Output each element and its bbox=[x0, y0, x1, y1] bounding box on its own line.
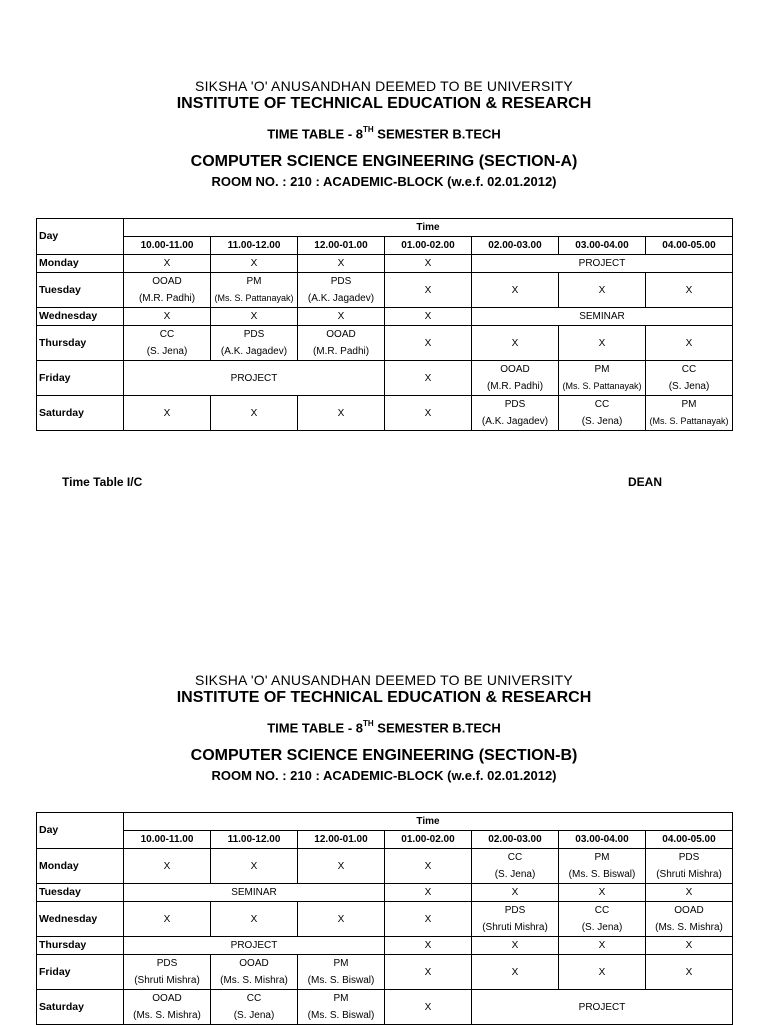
subject-code: X bbox=[598, 966, 606, 978]
subject-code: X bbox=[163, 860, 171, 872]
subject-code: X bbox=[424, 887, 432, 898]
class-cell bbox=[472, 902, 559, 937]
class-cell bbox=[646, 902, 733, 937]
faculty-name: (S. Jena) bbox=[494, 869, 536, 880]
institute-name-b: INSTITUTE OF TECHNICAL EDUCATION & RESEARCH bbox=[176, 689, 592, 706]
signature-timetable-ic: Time Table I/C bbox=[62, 475, 143, 489]
slot-header: 03.00-04.00 bbox=[559, 237, 646, 255]
faculty-name: (Ms. S. Mishra) bbox=[220, 975, 288, 986]
day-cell: Monday bbox=[37, 255, 124, 273]
day-cell: Wednesday bbox=[37, 308, 124, 326]
slot-header: 10.00-11.00 bbox=[124, 831, 211, 849]
class-cell bbox=[211, 849, 298, 884]
class-cell bbox=[559, 937, 646, 955]
subject-code: X bbox=[424, 913, 432, 925]
faculty-name: (S. Jena) bbox=[581, 416, 623, 427]
subject-code: X bbox=[424, 860, 432, 872]
subject-code: X bbox=[685, 966, 693, 978]
slot-header: 01.00-02.00 bbox=[385, 831, 472, 849]
faculty-name: (S. Jena) bbox=[581, 922, 623, 933]
table-row bbox=[37, 849, 733, 884]
class-cell bbox=[472, 308, 733, 326]
subject-code: CC bbox=[594, 905, 610, 916]
faculty-name: (Ms. S. Biswal) bbox=[307, 975, 375, 986]
class-cell bbox=[298, 955, 385, 990]
subject-code: X bbox=[337, 311, 345, 322]
class-cell bbox=[559, 361, 646, 396]
faculty-name: (Ms. S. Biswal) bbox=[307, 1010, 375, 1021]
section-title-b: COMPUTER SCIENCE ENGINEERING (SECTION-B) bbox=[190, 747, 578, 764]
class-cell bbox=[298, 273, 385, 308]
subject-code: CC bbox=[246, 993, 262, 1004]
subject-code: X bbox=[163, 311, 171, 322]
subject-code: X bbox=[250, 913, 258, 925]
subject-code: OOAD bbox=[500, 364, 530, 375]
class-cell bbox=[472, 255, 733, 273]
class-cell bbox=[472, 955, 559, 990]
subject-code: X bbox=[424, 940, 432, 951]
class-cell bbox=[124, 884, 385, 902]
subject-code: X bbox=[598, 887, 606, 898]
university-name-b: SIKSHA 'O' ANUSANDHAN DEEMED TO BE UNIVERSITY bbox=[195, 672, 573, 688]
subject-code: X bbox=[424, 311, 432, 322]
class-cell bbox=[646, 326, 733, 361]
class-cell bbox=[385, 990, 472, 1025]
class-cell bbox=[385, 396, 472, 431]
faculty-name: (Ms. S. Pattanayak) bbox=[562, 381, 642, 391]
subject-code: X bbox=[163, 258, 171, 269]
subject-code: X bbox=[685, 337, 693, 349]
class-cell bbox=[124, 273, 211, 308]
day-cell: Tuesday bbox=[37, 273, 124, 308]
subject-code: OOAD bbox=[152, 993, 182, 1004]
timetable-title-b bbox=[0, 720, 768, 735]
table-row bbox=[37, 396, 733, 431]
day-cell: Thursday bbox=[37, 937, 124, 955]
subject-code: X bbox=[424, 1001, 432, 1013]
subject-code: SEMINAR bbox=[231, 887, 277, 898]
class-cell bbox=[298, 308, 385, 326]
subject-code: X bbox=[511, 337, 519, 349]
table-row bbox=[37, 955, 733, 990]
class-cell bbox=[472, 273, 559, 308]
class-cell bbox=[646, 955, 733, 990]
subject-code: X bbox=[511, 284, 519, 296]
subject-code: X bbox=[337, 258, 345, 269]
class-cell bbox=[211, 990, 298, 1025]
class-cell bbox=[472, 884, 559, 902]
slot-header: 12.00-01.00 bbox=[298, 831, 385, 849]
class-cell bbox=[646, 849, 733, 884]
time-header: Time bbox=[124, 813, 733, 831]
subject-code: X bbox=[685, 940, 693, 951]
subject-code: OOAD bbox=[239, 958, 269, 969]
subject-code: CC bbox=[159, 329, 175, 340]
slot-header: 10.00-11.00 bbox=[124, 237, 211, 255]
faculty-name: (A.K. Jagadev) bbox=[220, 346, 288, 357]
class-cell bbox=[472, 396, 559, 431]
class-cell bbox=[385, 884, 472, 902]
slot-header: 02.00-03.00 bbox=[472, 237, 559, 255]
faculty-name: (M.R. Padhi) bbox=[312, 346, 370, 357]
class-cell bbox=[385, 849, 472, 884]
class-cell bbox=[559, 273, 646, 308]
table-row bbox=[37, 902, 733, 937]
class-cell bbox=[646, 273, 733, 308]
header-row-time bbox=[37, 219, 733, 237]
table-row bbox=[37, 361, 733, 396]
class-cell bbox=[298, 902, 385, 937]
subject-code: X bbox=[337, 913, 345, 925]
class-cell bbox=[385, 326, 472, 361]
tt-prefix: TIME TABLE - 8 bbox=[267, 126, 363, 142]
faculty-name: (Ms. S. Mishra) bbox=[133, 1010, 201, 1021]
table-row bbox=[37, 884, 733, 902]
class-cell bbox=[385, 902, 472, 937]
table-row bbox=[37, 326, 733, 361]
slot-header: 11.00-12.00 bbox=[211, 237, 298, 255]
faculty-name: (Ms. S. Mishra) bbox=[655, 922, 723, 933]
faculty-name: (A.K. Jagadev) bbox=[307, 293, 375, 304]
subject-code: X bbox=[163, 913, 171, 925]
day-cell: Friday bbox=[37, 361, 124, 396]
class-cell bbox=[298, 326, 385, 361]
subject-code: X bbox=[511, 966, 519, 978]
class-cell bbox=[124, 937, 385, 955]
signature-dean: DEAN bbox=[628, 475, 663, 489]
subject-code: X bbox=[598, 940, 606, 951]
class-cell bbox=[211, 273, 298, 308]
timetable-title-a bbox=[0, 126, 768, 141]
class-cell bbox=[559, 326, 646, 361]
day-cell: Saturday bbox=[37, 396, 124, 431]
tt-suffix: SEMESTER B.TECH bbox=[373, 720, 501, 736]
class-cell bbox=[646, 884, 733, 902]
class-cell bbox=[472, 990, 733, 1025]
class-cell bbox=[559, 396, 646, 431]
class-cell bbox=[124, 361, 385, 396]
subject-code: OOAD bbox=[326, 329, 356, 340]
class-cell bbox=[472, 937, 559, 955]
subject-code: X bbox=[685, 284, 693, 296]
day-cell: Tuesday bbox=[37, 884, 124, 902]
slot-header: 01.00-02.00 bbox=[385, 237, 472, 255]
class-cell bbox=[472, 849, 559, 884]
header-row-slots bbox=[37, 831, 733, 849]
header-row-slots bbox=[37, 237, 733, 255]
class-cell bbox=[124, 902, 211, 937]
day-cell: Saturday bbox=[37, 990, 124, 1025]
subject-code: PDS bbox=[504, 399, 526, 410]
class-cell bbox=[385, 361, 472, 396]
table-row bbox=[37, 273, 733, 308]
faculty-name: (S. Jena) bbox=[233, 1010, 275, 1021]
faculty-name: (M.R. Padhi) bbox=[486, 381, 544, 392]
timetable-section-b bbox=[36, 812, 733, 1025]
subject-code: X bbox=[511, 940, 519, 951]
class-cell bbox=[559, 849, 646, 884]
faculty-name: (S. Jena) bbox=[146, 346, 188, 357]
subject-code: PM bbox=[681, 399, 697, 410]
slot-header: 04.00-05.00 bbox=[646, 237, 733, 255]
subject-code: PM bbox=[333, 993, 349, 1004]
subject-code: X bbox=[424, 337, 432, 349]
class-cell bbox=[472, 326, 559, 361]
faculty-name: (Ms. S. Pattanayak) bbox=[649, 416, 729, 426]
class-cell bbox=[385, 937, 472, 955]
class-cell bbox=[646, 396, 733, 431]
class-cell bbox=[646, 937, 733, 955]
slot-header: 02.00-03.00 bbox=[472, 831, 559, 849]
class-cell bbox=[559, 902, 646, 937]
subject-code: PDS bbox=[504, 905, 526, 916]
class-cell bbox=[211, 308, 298, 326]
class-cell bbox=[298, 255, 385, 273]
class-cell bbox=[385, 955, 472, 990]
subject-code: X bbox=[598, 284, 606, 296]
subject-code: PROJECT bbox=[578, 1001, 626, 1013]
room-info-b: ROOM NO. : 210 : ACADEMIC-BLOCK (w.e.f. 02.01.2012) bbox=[211, 768, 557, 783]
faculty-name: (S. Jena) bbox=[668, 381, 710, 392]
class-cell bbox=[298, 990, 385, 1025]
subject-code: X bbox=[424, 372, 432, 384]
class-cell bbox=[298, 396, 385, 431]
tt-prefix: TIME TABLE - 8 bbox=[267, 720, 363, 736]
subject-code: SEMINAR bbox=[579, 311, 625, 322]
class-cell bbox=[211, 955, 298, 990]
class-cell bbox=[385, 308, 472, 326]
subject-code: X bbox=[250, 860, 258, 872]
slot-header: 04.00-05.00 bbox=[646, 831, 733, 849]
header-row-time bbox=[37, 813, 733, 831]
class-cell bbox=[124, 396, 211, 431]
day-cell: Thursday bbox=[37, 326, 124, 361]
subject-code: X bbox=[685, 887, 693, 898]
class-cell bbox=[211, 902, 298, 937]
subject-code: PROJECT bbox=[230, 372, 278, 384]
subject-code: X bbox=[424, 407, 432, 419]
faculty-name: (Shruti Mishra) bbox=[134, 975, 200, 986]
subject-code: X bbox=[250, 407, 258, 419]
section-title-a: COMPUTER SCIENCE ENGINEERING (SECTION-A) bbox=[190, 153, 578, 170]
subject-code: CC bbox=[681, 364, 697, 375]
faculty-name: (Ms. S. Biswal) bbox=[568, 869, 636, 880]
class-cell bbox=[646, 361, 733, 396]
subject-code: PROJECT bbox=[578, 258, 626, 269]
table-row bbox=[37, 990, 733, 1025]
subject-code: X bbox=[250, 258, 258, 269]
room-info-a: ROOM NO. : 210 : ACADEMIC-BLOCK (w.e.f. 02.01.2012) bbox=[211, 174, 557, 189]
subject-code: PM bbox=[333, 958, 349, 969]
subject-code: X bbox=[250, 311, 258, 322]
faculty-name: (Shruti Mishra) bbox=[482, 922, 548, 933]
subject-code: X bbox=[511, 887, 519, 898]
slot-header: 11.00-12.00 bbox=[211, 831, 298, 849]
class-cell bbox=[211, 326, 298, 361]
subject-code: X bbox=[337, 860, 345, 872]
faculty-name: (Ms. S. Pattanayak) bbox=[214, 293, 294, 303]
class-cell bbox=[124, 849, 211, 884]
class-cell bbox=[124, 255, 211, 273]
day-cell: Monday bbox=[37, 849, 124, 884]
faculty-name: (A.K. Jagadev) bbox=[481, 416, 549, 427]
subject-code: PDS bbox=[156, 958, 178, 969]
class-cell bbox=[385, 255, 472, 273]
class-cell bbox=[124, 308, 211, 326]
slot-header: 12.00-01.00 bbox=[298, 237, 385, 255]
table-row bbox=[37, 308, 733, 326]
subject-code: PDS bbox=[243, 329, 265, 340]
class-cell bbox=[124, 326, 211, 361]
subject-code: PDS bbox=[330, 276, 352, 287]
faculty-name: (M.R. Padhi) bbox=[138, 293, 196, 304]
tt-superscript: TH bbox=[363, 125, 374, 134]
tt-suffix: SEMESTER B.TECH bbox=[373, 126, 501, 142]
time-header: Time bbox=[124, 219, 733, 237]
slot-header: 03.00-04.00 bbox=[559, 831, 646, 849]
subject-code: PROJECT bbox=[230, 940, 278, 951]
university-name-a: SIKSHA 'O' ANUSANDHAN DEEMED TO BE UNIVERSITY bbox=[195, 78, 573, 94]
day-header: Day bbox=[37, 219, 124, 255]
day-cell: Friday bbox=[37, 955, 124, 990]
subject-code: X bbox=[424, 284, 432, 296]
subject-code: PM bbox=[246, 276, 262, 287]
class-cell bbox=[559, 955, 646, 990]
class-cell bbox=[124, 990, 211, 1025]
subject-code: OOAD bbox=[674, 905, 704, 916]
day-header: Day bbox=[37, 813, 124, 849]
subject-code: PM bbox=[594, 364, 610, 375]
subject-code: X bbox=[424, 258, 432, 269]
institute-name-a: INSTITUTE OF TECHNICAL EDUCATION & RESEARCH bbox=[176, 95, 592, 112]
class-cell bbox=[211, 255, 298, 273]
subject-code: PM bbox=[594, 852, 610, 863]
faculty-name: (Shruti Mishra) bbox=[656, 869, 722, 880]
timetable-section-a bbox=[36, 218, 733, 431]
tt-superscript: TH bbox=[363, 719, 374, 728]
subject-code: X bbox=[598, 337, 606, 349]
day-cell: Wednesday bbox=[37, 902, 124, 937]
class-cell bbox=[385, 273, 472, 308]
class-cell bbox=[298, 849, 385, 884]
table-row bbox=[37, 255, 733, 273]
class-cell bbox=[559, 884, 646, 902]
class-cell bbox=[211, 396, 298, 431]
table-row bbox=[37, 937, 733, 955]
subject-code: OOAD bbox=[152, 276, 182, 287]
class-cell bbox=[472, 361, 559, 396]
subject-code: CC bbox=[507, 852, 523, 863]
subject-code: PDS bbox=[678, 852, 700, 863]
subject-code: X bbox=[163, 407, 171, 419]
subject-code: X bbox=[424, 966, 432, 978]
subject-code: CC bbox=[594, 399, 610, 410]
class-cell bbox=[124, 955, 211, 990]
subject-code: X bbox=[337, 407, 345, 419]
